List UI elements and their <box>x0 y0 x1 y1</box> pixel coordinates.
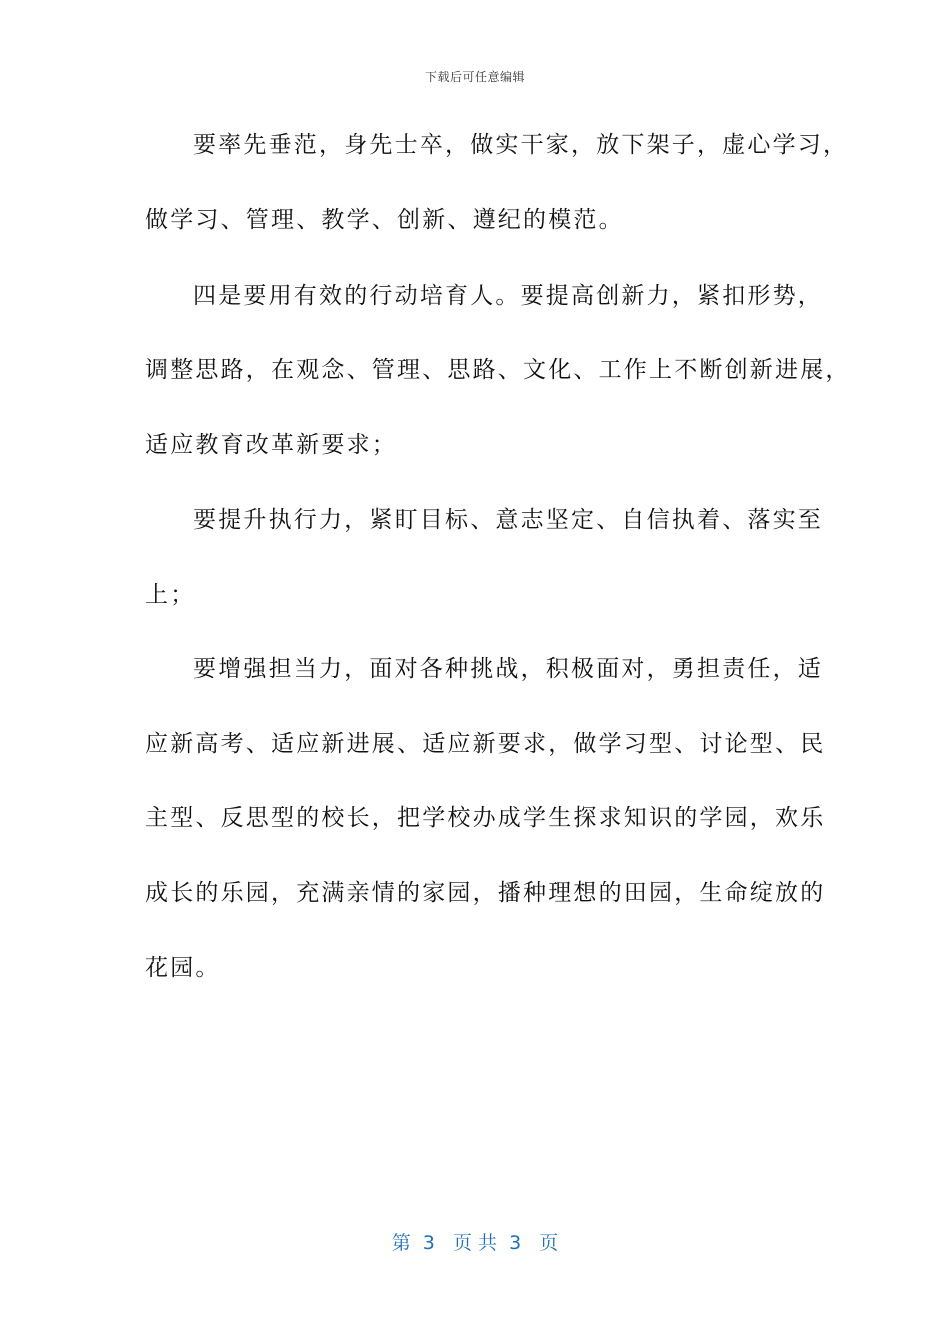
body-line-1: 要率先垂范，身先士卒，做实干家，放下架子，虚心学习， <box>193 132 849 158</box>
header-note: 下载后可任意编辑 <box>424 70 525 84</box>
body-line-3: 四是要用有效的行动培育人。要提高创新力，紧扣形势， <box>193 283 823 309</box>
body-line-6: 要提升执行力，紧盯目标、意志坚定、自信执着、落实至 <box>193 507 823 533</box>
body-line-12: 花园。 <box>145 955 221 981</box>
page-number-footer: 第 3 页 共 3 页 <box>391 1232 559 1254</box>
body-line-10: 主型、反思型的校长，把学校办成学生探求知识的学园，欢乐 <box>145 805 826 831</box>
body-line-7: 上； <box>145 582 196 608</box>
body-line-2: 做学习、管理、教学、创新、遵纪的模范。 <box>145 207 624 233</box>
body-line-4: 调整思路，在观念、管理、思路、文化、工作上不断创新进展， <box>145 357 851 383</box>
body-line-9: 应新高考、适应新进展、适应新要求，做学习型、讨论型、民 <box>145 731 826 757</box>
body-line-11: 成长的乐园，充满亲情的家园，播种理想的田园，生命绽放的 <box>145 880 826 906</box>
body-line-5: 适应教育改革新要求； <box>145 432 397 458</box>
body-line-8: 要增强担当力，面对各种挑战，积极面对，勇担责任，适 <box>193 656 823 682</box>
